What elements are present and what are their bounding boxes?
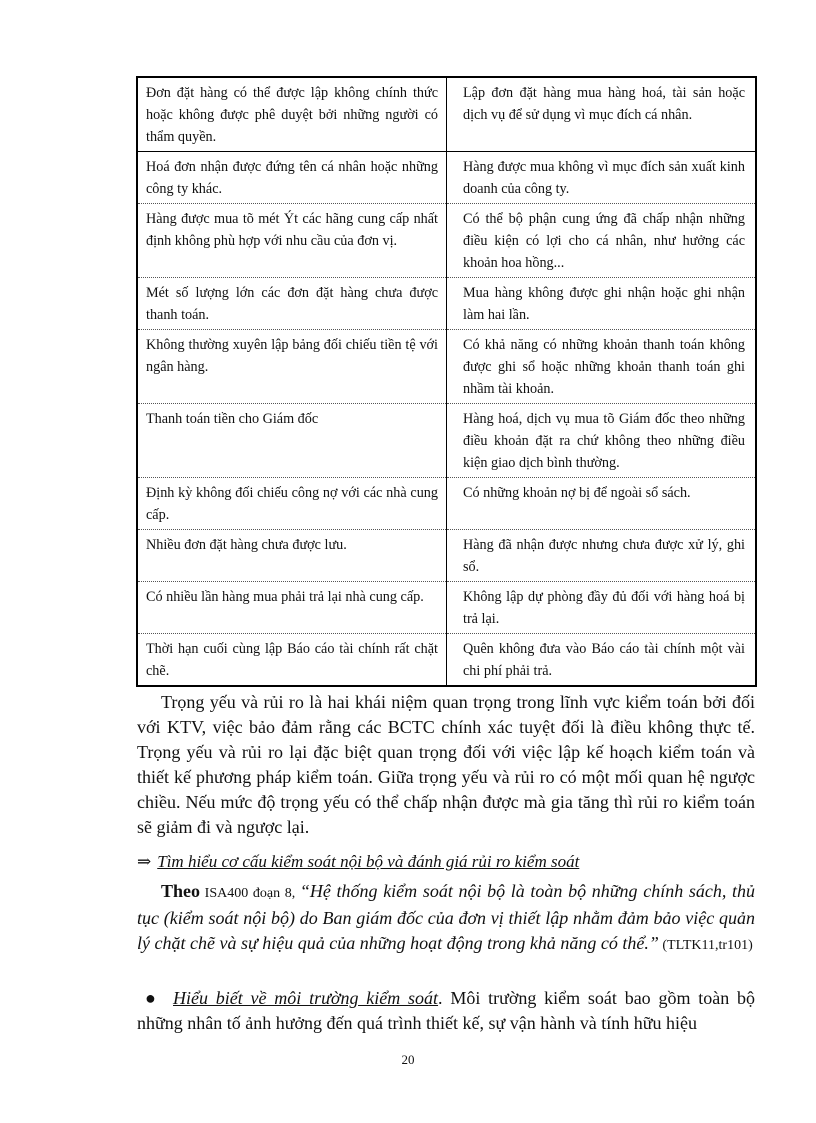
table-cell-right: Hàng được mua không vì mục đích sản xuất kinh doanh của công ty. [447,152,757,204]
table-row [137,582,756,634]
risk-indicator-table [136,76,757,687]
table-cell-left: Định kỳ không đối chiếu công nợ với các nhà cung cấp. [137,478,447,530]
section-heading [137,849,755,874]
table-cell-right: Có những khoản nợ bị để ngoài sổ sách. [447,478,757,530]
page-number: 20 [401,1052,415,1067]
table-cell-left: Hoá đơn nhận được đứng tên cá nhân hoặc những công ty khác. [137,152,447,204]
table-cell-right: Mua hàng không được ghi nhận hoặc ghi nhận làm hai lần. [447,278,757,330]
paragraph-lead: Theo [161,881,201,901]
control-environment-paragraph [137,986,755,1036]
table-cell-left: Không thường xuyên lập bảng đối chiếu tiền tệ với ngân hàng. [137,330,447,404]
table-cell-right: Không lập dự phòng đầy đủ đối với hàng hoá bị trả lại. [447,582,757,634]
table-cell-left: Có nhiều lần hàng mua phải trả lại nhà cung cấp. [137,582,447,634]
table-cell-left: Thời hạn cuối cùng lập Báo cáo tài chính rất chặt chẽ. [137,634,447,687]
standard-reference: ISA400 đoạn 8, [200,886,300,901]
table-cell-right: Có thể bộ phận cung ứng đã chấp nhận những điều kiện có lợi cho cá nhân, như hưởng các khoản hoa hồng... [447,204,757,278]
table-cell-left: Thanh toán tiền cho Giám đốc [137,404,447,478]
table-cell-right: Lập đơn đặt hàng mua hàng hoá, tài sản hoặc dịch vụ để sử dụng vì mục đích cá nhân. [447,77,757,152]
table-cell-left: Đơn đặt hàng có thể được lập không chính thức hoặc không được phê duyệt bởi những người có thẩm quyền. [137,77,447,152]
table-row [137,404,756,478]
table-cell-right: Có khả năng có những khoản thanh toán không được ghi sổ hoặc những khoản thanh toán ghi nhầm tài khoản. [447,330,757,404]
table-cell-right: Hàng đã nhận được nhưng chưa được xử lý, ghi sổ. [447,530,757,582]
implies-arrow-icon: ⇒ [137,852,152,871]
table-row [137,152,756,204]
table-row [137,77,756,152]
definition-quote: “Hệ thống kiểm soát nội bộ là toàn bộ những chính sách, thủ tục (kiểm soát nội bộ) do Ban giám đốc của đơn vị thiết lập nhằm đảm bảo việc quản lý chặt chẽ và sự hiệu quả của những hoạt động trong khả năng có thể.” [137,881,755,953]
control-environment-term: Hiểu biết về môi trường kiểm soát [173,988,439,1008]
table-row [137,634,756,687]
table-row [137,530,756,582]
internal-control-definition-paragraph [137,879,755,958]
table-cell-left: Mét số lượng lớn các đơn đặt hàng chưa được thanh toán. [137,278,447,330]
table-cell-left: Nhiều đơn đặt hàng chưa được lưu. [137,530,447,582]
citation: (TLTK11,tr101) [658,938,753,953]
table-row [137,278,756,330]
table-cell-right: Quên không đưa vào Báo cáo tài chính một vài chi phí phải trả. [463,641,745,679]
bullet-icon: ● [145,988,156,1008]
materiality-risk-paragraph: Trọng yếu và rủi ro là hai khái niệm quan trọng trong lĩnh vực kiểm toán bởi đối với KTV, việc bảo đảm rằng các BCTC chính xác tuyệt đối là điều không thực tế. Trọng yếu và rủi ro lại đặc biệt quan trọng đối với việc lập kế hoạch kiểm toán và thiết kế phương pháp kiểm toán. Giữa trọng yếu và rủi ro có một mối quan hệ ngược chiều. Nếu mức độ trọng yếu có thể chấp nhận được mà gia tăng thì rủi ro kiểm toán sẽ giảm đi và ngược lại. [137,692,755,837]
table-cell-left: Hàng được mua tõ mét Ýt các hãng cung cấp nhất định không phù hợp với nhu cầu của đơn vị. [137,204,447,278]
control-environment-text: . Môi trường kiểm soát bao gồm toàn bộ những nhân tố ảnh hưởng đến quá trình thiết kế, sự vận hành và tính hữu hiệu [137,988,756,1033]
table-row [137,478,756,530]
table-row [137,330,756,404]
table-cell-right: Hàng hoá, dịch vụ mua tõ Giám đốc theo những điều khoản đặt ra chứ không theo những điều kiện giao dịch bình thường. [447,404,757,478]
table-row [137,204,756,278]
section-heading-text: Tìm hiểu cơ cấu kiểm soát nội bộ và đánh giá rủi ro kiểm soát [157,852,580,871]
